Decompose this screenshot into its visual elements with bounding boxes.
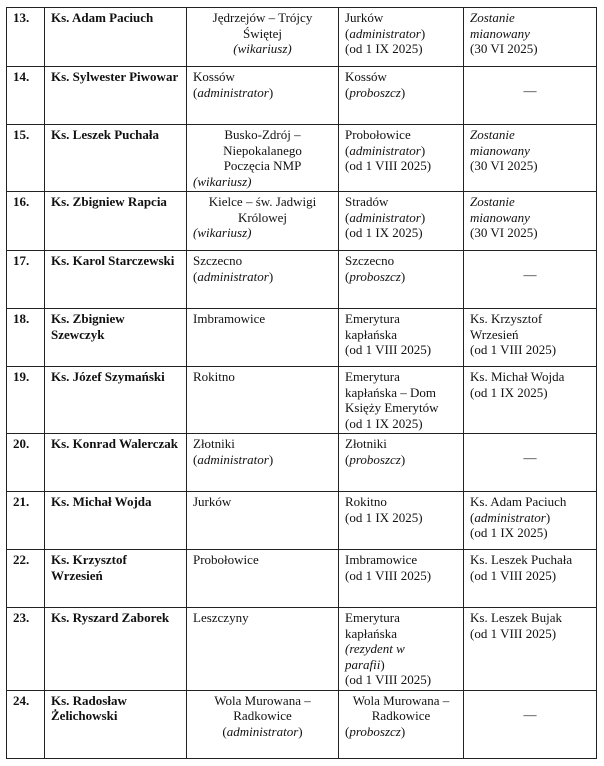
cell-text: (od 1 IX 2025) [345, 41, 423, 56]
cell-text: Ks. Michał Wojda [470, 369, 565, 384]
cell-text: administrator [349, 25, 421, 41]
cell-text: Probołowice [345, 127, 411, 142]
cell-text: Stradów [345, 194, 389, 209]
cell-line [193, 269, 332, 285]
row-number: 19. [7, 367, 45, 434]
cell-line [193, 452, 332, 468]
cell-text: Rokitno [193, 369, 235, 384]
cell-line [345, 672, 457, 688]
no-successor-dash: — [523, 267, 537, 282]
cell-line [193, 724, 332, 740]
cell-text: (od 1 VIII 2025) [470, 625, 557, 641]
cell-line [193, 41, 332, 57]
no-successor-dash: — [523, 706, 537, 722]
row-number: 13. [7, 8, 45, 67]
cell-line [345, 311, 457, 327]
cell-text: Wola Murowana – [214, 692, 311, 708]
cell-text: ) [268, 451, 274, 467]
cell-line [345, 724, 457, 740]
cell-line [345, 385, 457, 401]
cell-text: ) [420, 25, 426, 41]
cell-line [345, 452, 457, 468]
cell-text: Radkowice [371, 708, 431, 723]
current-posting [187, 251, 339, 309]
cell-text: Złotniki [193, 436, 235, 451]
cell-text: (od 1 IX 2025) [345, 415, 423, 431]
cell-text: proboszcz [349, 723, 401, 739]
cell-text: ( [193, 268, 198, 284]
cell-line [193, 194, 332, 210]
cell-line [345, 253, 457, 269]
cell-line [345, 225, 457, 241]
successor [464, 309, 597, 367]
new-posting [339, 67, 464, 125]
priest-name: Ks. Krzysztof Wrzesień [45, 550, 187, 608]
cell-line [193, 311, 332, 327]
table-row [7, 8, 597, 67]
cell-text: administrator [197, 451, 269, 467]
cell-text: ( [345, 268, 350, 284]
cell-text: ( [345, 25, 350, 41]
cell-line [345, 400, 457, 416]
new-posting [339, 309, 464, 367]
row-number: 21. [7, 492, 45, 550]
priest-name: Ks. Ryszard Zaborek [45, 608, 187, 691]
cell-text: Rokitno [345, 494, 387, 509]
current-posting [187, 309, 339, 367]
cell-text: ) [420, 209, 426, 225]
successor [464, 608, 597, 691]
cell-line [345, 436, 457, 452]
new-posting [339, 192, 464, 251]
cell-text: kapłańska [345, 625, 397, 641]
priest-name: Ks. Józef Szymański [45, 367, 187, 434]
cell-text: proboszcz [349, 451, 401, 467]
cell-line [193, 143, 332, 159]
cell-text: ) [545, 509, 551, 525]
successor [464, 550, 597, 608]
cell-text: Emerytura [345, 610, 400, 625]
cell-line [470, 568, 590, 584]
no-successor-dash: — [523, 450, 537, 465]
cell-line [470, 385, 590, 401]
cell-text: Poczęcia NMP [223, 158, 302, 173]
cell-line [345, 641, 457, 657]
cell-text: kapłańska – Dom [345, 384, 436, 400]
cell-text: (rezydent w [345, 641, 405, 656]
new-posting [339, 8, 464, 67]
current-posting [187, 434, 339, 492]
cell-text: administrator [349, 209, 421, 225]
cell-line [470, 210, 590, 226]
cell-line [193, 85, 332, 101]
cell-text: (od 1 IX 2025) [470, 525, 548, 540]
table-row [7, 690, 597, 758]
cell-line [470, 41, 590, 57]
cell-line [193, 369, 332, 385]
cell-text: Zostanie [470, 194, 515, 209]
table-row [7, 192, 597, 251]
cell-line [193, 552, 332, 568]
successor [464, 434, 597, 492]
cell-text: ) [400, 268, 406, 284]
cell-text: administrator [197, 268, 269, 284]
current-posting [187, 192, 339, 251]
table-row [7, 67, 597, 125]
cell-line [345, 693, 457, 709]
cell-line [345, 69, 457, 85]
cell-line [345, 269, 457, 285]
cell-text: Ks. Adam Paciuch [470, 494, 567, 509]
table-row [7, 367, 597, 434]
successor [464, 8, 597, 67]
cell-text: (30 VI 2025) [470, 225, 538, 240]
cell-line [193, 69, 332, 85]
cell-line [193, 253, 332, 269]
cell-text: Jędrzejów – Trójcy [212, 10, 313, 25]
cell-text: Kossów [193, 69, 235, 84]
current-posting [187, 125, 339, 192]
current-posting [187, 690, 339, 758]
cell-text: Ks. Leszek Puchała [470, 552, 573, 567]
cell-text: Złotniki [345, 436, 387, 451]
cell-text: Probołowice [193, 552, 259, 567]
cell-text: (od 1 VIII 2025) [345, 158, 432, 173]
cell-text: Busko-Zdrój – [224, 127, 301, 142]
cell-line [470, 494, 590, 510]
cell-line [470, 158, 590, 174]
cell-line [470, 143, 590, 159]
cell-text: (wikariusz) [193, 173, 252, 189]
cell-text: (od 1 VIII 2025) [470, 567, 557, 583]
cell-line [193, 10, 332, 26]
current-posting [187, 492, 339, 550]
cell-line [345, 143, 457, 159]
cell-text: ) [268, 84, 274, 100]
cell-line [193, 610, 332, 626]
cell-line [345, 610, 457, 626]
cell-text: (30 VI 2025) [470, 41, 538, 56]
cell-text: administrator [226, 723, 299, 739]
cell-text: ( [345, 84, 350, 100]
cell-text: (od 1 IX 2025) [345, 225, 423, 240]
cell-line [345, 626, 457, 642]
new-posting [339, 125, 464, 192]
new-posting [339, 608, 464, 691]
cell-text: ) [400, 451, 406, 467]
cell-text: (od 1 IX 2025) [345, 509, 423, 525]
cell-line [193, 127, 332, 143]
cell-line [470, 327, 590, 343]
successor [464, 690, 597, 758]
cell-text: mianowany [470, 25, 530, 41]
cell-text: ) [380, 656, 385, 672]
cell-text: Emerytura [345, 311, 400, 326]
cell-text: ( [193, 451, 198, 467]
priest-name: Ks. Leszek Puchała [45, 125, 187, 192]
cell-line [345, 85, 457, 101]
cell-line [345, 210, 457, 226]
current-posting [187, 608, 339, 691]
cell-line [193, 174, 332, 190]
cell-text: Leszczyny [193, 610, 249, 625]
row-number: 22. [7, 550, 45, 608]
priest-name: Ks. Karol Starczewski [45, 251, 187, 309]
priest-assignments-table [6, 7, 597, 759]
cell-text: ( [470, 509, 475, 525]
cell-line [345, 552, 457, 568]
cell-text: administrator [349, 142, 421, 158]
cell-text: (30 VI 2025) [470, 158, 538, 173]
cell-text: Królowej [237, 209, 288, 225]
successor [464, 192, 597, 251]
new-posting [339, 367, 464, 434]
cell-text: ) [268, 268, 274, 284]
cell-text: Ks. Leszek Bujak [470, 610, 563, 625]
cell-text: ( [193, 84, 198, 100]
cell-text: Zostanie [470, 10, 515, 25]
cell-line [470, 525, 590, 541]
cell-text: Zostanie [470, 127, 515, 142]
cell-text: Radkowice [233, 708, 292, 723]
cell-text: (od 1 IX 2025) [470, 384, 548, 400]
row-number: 17. [7, 251, 45, 309]
cell-text: ) [400, 84, 406, 100]
current-posting [187, 550, 339, 608]
successor [464, 67, 597, 125]
cell-text: proboszcz [349, 268, 401, 284]
cell-line [345, 127, 457, 143]
cell-line [193, 494, 332, 510]
cell-text: (od 1 VIII 2025) [345, 567, 432, 583]
cell-text: Imbramowice [345, 552, 418, 567]
cell-line [345, 194, 457, 210]
cell-line [345, 158, 457, 174]
cell-line [470, 225, 590, 241]
row-number: 16. [7, 192, 45, 251]
cell-line [345, 342, 457, 358]
cell-text: Świętej [243, 25, 282, 41]
cell-line [345, 10, 457, 26]
cell-line [470, 369, 590, 385]
cell-line [193, 693, 332, 709]
cell-text: ) [420, 142, 426, 158]
cell-line [345, 26, 457, 42]
cell-line [470, 194, 590, 210]
priest-name: Ks. Michał Wojda [45, 492, 187, 550]
row-number: 24. [7, 690, 45, 758]
cell-text: Ks. Krzysztof [470, 311, 543, 326]
new-posting [339, 690, 464, 758]
priest-name: Ks. Zbigniew Szewczyk [45, 309, 187, 367]
cell-text: administrator [474, 509, 546, 525]
cell-text: Niepokalanego [223, 142, 302, 158]
cell-text: ( [345, 209, 350, 225]
cell-line [193, 158, 332, 174]
cell-text: Szczecno [193, 253, 243, 268]
cell-text: ( [345, 451, 350, 467]
priest-name: Ks. Sylwester Piwowar [45, 67, 187, 125]
cell-line [345, 568, 457, 584]
cell-text: Szczecno [345, 253, 395, 268]
cell-line [345, 327, 457, 343]
cell-line [470, 10, 590, 26]
cell-line [345, 510, 457, 526]
cell-text: Wrzesień [470, 326, 519, 342]
cell-line [193, 26, 332, 42]
cell-line [345, 708, 457, 724]
table-row [7, 550, 597, 608]
new-posting [339, 550, 464, 608]
successor [464, 125, 597, 192]
cell-line [345, 494, 457, 510]
table-row [7, 309, 597, 367]
current-posting [187, 8, 339, 67]
cell-text: mianowany [470, 209, 530, 225]
row-number: 14. [7, 67, 45, 125]
cell-text: Kossów [345, 69, 387, 84]
cell-text: kapłańska [345, 326, 397, 342]
new-posting [339, 434, 464, 492]
cell-text: ) [298, 723, 303, 739]
no-successor-dash: — [523, 83, 537, 98]
cell-line [193, 436, 332, 452]
table-row [7, 434, 597, 492]
cell-text: Jurków [193, 494, 232, 509]
cell-text: (od 1 VIII 2025) [470, 342, 557, 357]
cell-text: (od 1 VIII 2025) [345, 342, 432, 357]
cell-line [470, 610, 590, 626]
cell-text: Kielce – św. Jadwigi [208, 194, 317, 209]
successor [464, 492, 597, 550]
priest-name: Ks. Konrad Walerczak [45, 434, 187, 492]
cell-text: ( [345, 142, 350, 158]
cell-text: ) [400, 723, 406, 739]
table-row [7, 492, 597, 550]
successor [464, 367, 597, 434]
cell-text: proboszcz [349, 84, 401, 100]
cell-line [470, 552, 590, 568]
cell-text: (wikariusz) [193, 225, 252, 240]
cell-text: administrator [197, 84, 269, 100]
current-posting [187, 367, 339, 434]
current-posting [187, 67, 339, 125]
cell-line [470, 510, 590, 526]
cell-text: Wola Murowana – [352, 692, 450, 708]
cell-line [470, 127, 590, 143]
row-number: 15. [7, 125, 45, 192]
cell-line [470, 626, 590, 642]
row-number: 23. [7, 608, 45, 691]
new-posting [339, 492, 464, 550]
cell-line [193, 210, 332, 226]
cell-line [345, 657, 457, 673]
cell-text: ( [345, 723, 350, 739]
cell-text: mianowany [470, 142, 530, 158]
cell-text: (od 1 VIII 2025) [345, 672, 432, 687]
successor [464, 251, 597, 309]
priest-name: Ks. Adam Paciuch [45, 8, 187, 67]
cell-text: ( [222, 723, 227, 739]
cell-line [345, 416, 457, 432]
cell-line [193, 708, 332, 724]
row-number: 18. [7, 309, 45, 367]
cell-line [193, 225, 332, 241]
table-row [7, 251, 597, 309]
cell-text: Emerytura [345, 369, 400, 384]
cell-line [470, 342, 590, 358]
table-row [7, 608, 597, 691]
cell-line [470, 311, 590, 327]
table-body [7, 8, 597, 759]
cell-line [345, 369, 457, 385]
cell-text: (wikariusz) [233, 41, 292, 56]
cell-text: Jurków [345, 10, 384, 25]
table-row [7, 125, 597, 192]
cell-line [345, 41, 457, 57]
new-posting [339, 251, 464, 309]
cell-line [470, 26, 590, 42]
cell-text: parafii [345, 656, 381, 672]
priest-name: Ks. Radosław Żelichowski [45, 690, 187, 758]
cell-text: Imbramowice [193, 311, 266, 326]
cell-text: Księży Emerytów [345, 400, 439, 415]
row-number: 20. [7, 434, 45, 492]
priest-name: Ks. Zbigniew Rapcia [45, 192, 187, 251]
